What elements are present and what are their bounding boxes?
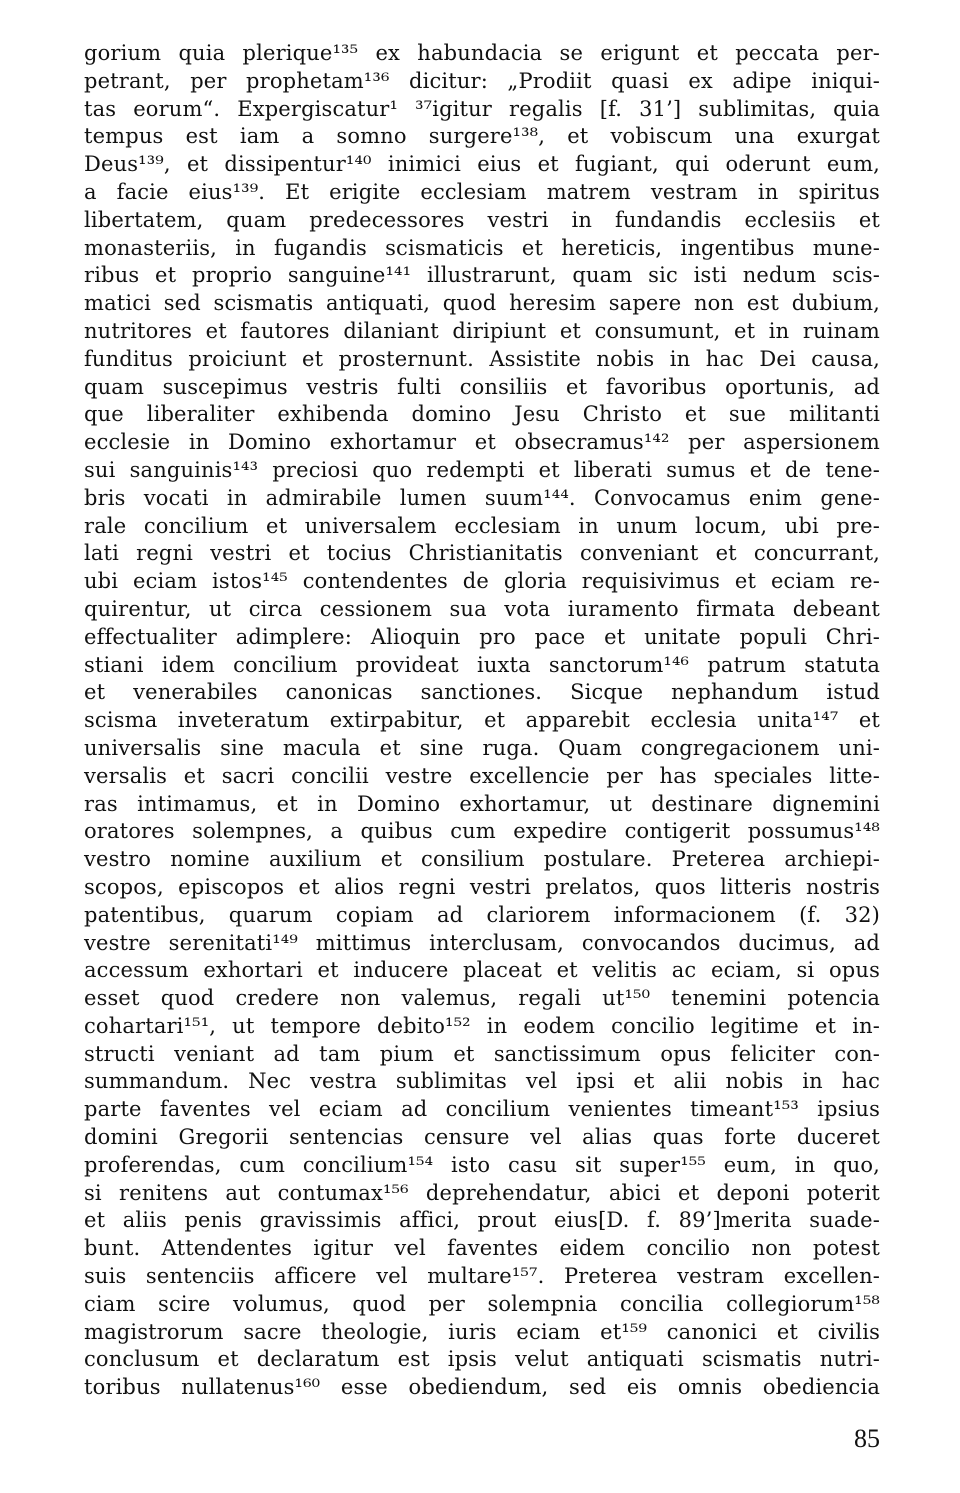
text-line: effectualiter adimplere: Alioquin pro pace et unitate populi Chri- [84,624,880,649]
text-line: scopos, episcopos et alios regni vestri prelatos, quos litteris nostris [84,874,880,899]
text-line: monasteriis, in fugandis scismaticis et hereticis, ingentibus mune- [84,235,880,260]
text-line: patentibus, quarum copiam ad clariorem informacionem (f. 32) [84,902,880,927]
text-line: tas eorum“. Expergiscatur¹ ³⁷igitur regalis [f. 31’] sublimitas, quia [84,96,880,121]
text-line: cohartari¹⁵¹, ut tempore debito¹⁵² in eodem concilio legitime et in- [84,1013,880,1038]
text-line: libertatem, quam predecessores vestri in fundandis ecclesiis et [84,207,880,232]
text-line: universalis sine macula et sine ruga. Quam congregacionem uni- [84,735,880,760]
text-line: magistrorum sacre theologie, iuris eciam et¹⁵⁹ canonici et civilis [84,1319,880,1344]
text-line: stiani idem concilium provideat iuxta sanctorum¹⁴⁶ patrum statuta [84,652,880,677]
text-line: nutritores et fautores dilaniant diripiunt et consumunt, et in ruinam [84,318,880,343]
text-line: ciam scire volumus, quod per solempnia concilia collegiorum¹⁵⁸ [84,1291,880,1316]
text-line: parte faventes vel eciam ad concilium venientes timeant¹⁵³ ipsius [84,1097,880,1122]
page-body [84,40,880,1450]
text-line: conclusum et declaratum est ipsis velut antiquati scismatis nutri- [84,1347,880,1372]
text-line: scisma inveteratum extirpabitur, et apparebit ecclesia unita¹⁴⁷ et [84,708,880,733]
text-line: summandum. Nec vestra sublimitas vel ipsi et alii nobis in hac [84,1069,880,1094]
text-line: gorium quia plerique¹³⁵ ex habundacia se erigunt et peccata per- [84,41,880,65]
text-line: bris vocati in admirabile lumen suum¹⁴⁴. Convocamus enim gene- [84,485,880,510]
text-line: ribus et proprio sanguine¹⁴¹ illustrarunt, quam sic isti nedum scis- [84,263,880,288]
text-line: Deus¹³⁹, et dissipentur¹⁴⁰ inimici eius et fugiant, qui oderunt eum, [84,152,880,177]
text-line: ubi eciam istos¹⁴⁵ contendentes de gloria requisivimus et eciam re- [84,569,880,594]
text-line: toribus nullatenus¹⁶⁰ esse obediendum, sed eis omnis obediencia [84,1375,880,1400]
text-line: matici sed scismatis antiquati, quod heresim sapere non est dubium, [84,291,880,316]
text-line: vestre serenitati¹⁴⁹ mittimus interclusam, convocandos ducimus, ad [84,930,880,955]
text-line: tempus est iam a somno surgere¹³⁸, et vobiscum una exurgat [84,124,880,149]
text-line: sui sanguinis¹⁴³ preciosi quo redempti et liberati sumus et de tene- [84,457,880,482]
text-line: ecclesie in Domino exhortamur et obsecramus¹⁴² per aspersionem [84,430,880,455]
text-line: suis sentenciis afficere vel multare¹⁵⁷. Preterea vestram excellen- [84,1264,880,1289]
text-line: et aliis penis gravissimis affici, prout eius[D. f. 89’]merita suade- [84,1208,880,1233]
text-line: a facie eius¹³⁹. Et erigite ecclesiam matrem vestram in spiritus [84,179,880,204]
text-line: oratores solempnes, a quibus cum expedire contigerit possumus¹⁴⁸ [84,819,880,844]
text-line: domini Gregorii sentencias censure vel alias quas forte duceret [84,1125,880,1150]
text-line: vestro nomine auxilium et consilium postulare. Preterea archiepi- [84,847,880,872]
text-line: bunt. Attendentes igitur vel faventes eidem concilio non potest [84,1236,880,1261]
text-line: accessum exhortari et inducere placeat et velitis ac eciam, si opus [84,958,880,983]
text-line: quirentur, ut circa cessionem sua vota iuramento firmata debeant [84,596,880,621]
text-line: funditus proiciunt et prosternunt. Assistite nobis in hac Dei causa, [84,346,880,371]
text-line: lati regni vestri et tocius Christianitatis conveniant et concurrant, [84,541,880,566]
text-line: esset quod credere non valemus, regali ut¹⁵⁰ tenemini potencia [84,986,880,1011]
text-line: ras intimamus, et in Domino exhortamur, ut destinare dignemini [84,791,880,816]
text-line: que liberaliter exhibenda domino Jesu Christo et sue militanti [84,402,880,427]
text-line: versalis et sacri concilii vestre excellencie per has speciales litte- [84,763,880,788]
text-line: petrant, per prophetam¹³⁶ dicitur: „Prodiit quasi ex adipe iniqui- [84,68,880,93]
main-text [84,40,880,1402]
text-line: si renitens aut contumax¹⁵⁶ deprehendatur, abici et deponi poterit [84,1180,880,1205]
text-line: proferendas, cum concilium¹⁵⁴ isto casu sit super¹⁵⁵ eum, in quo, [84,1152,880,1177]
text-line: rale concilium et universalem ecclesiam in unum locum, ubi pre- [84,513,880,538]
page-number: 85 [854,1424,880,1453]
text-line: quam suscepimus vestris fulti consiliis et favoribus oportunis, ad [84,374,880,399]
text-line: structi veniant ad tam pium et sanctissimum opus feliciter con- [84,1041,880,1066]
text-line: et venerabiles canonicas sanctiones. Sicque nephandum istud [84,680,880,705]
